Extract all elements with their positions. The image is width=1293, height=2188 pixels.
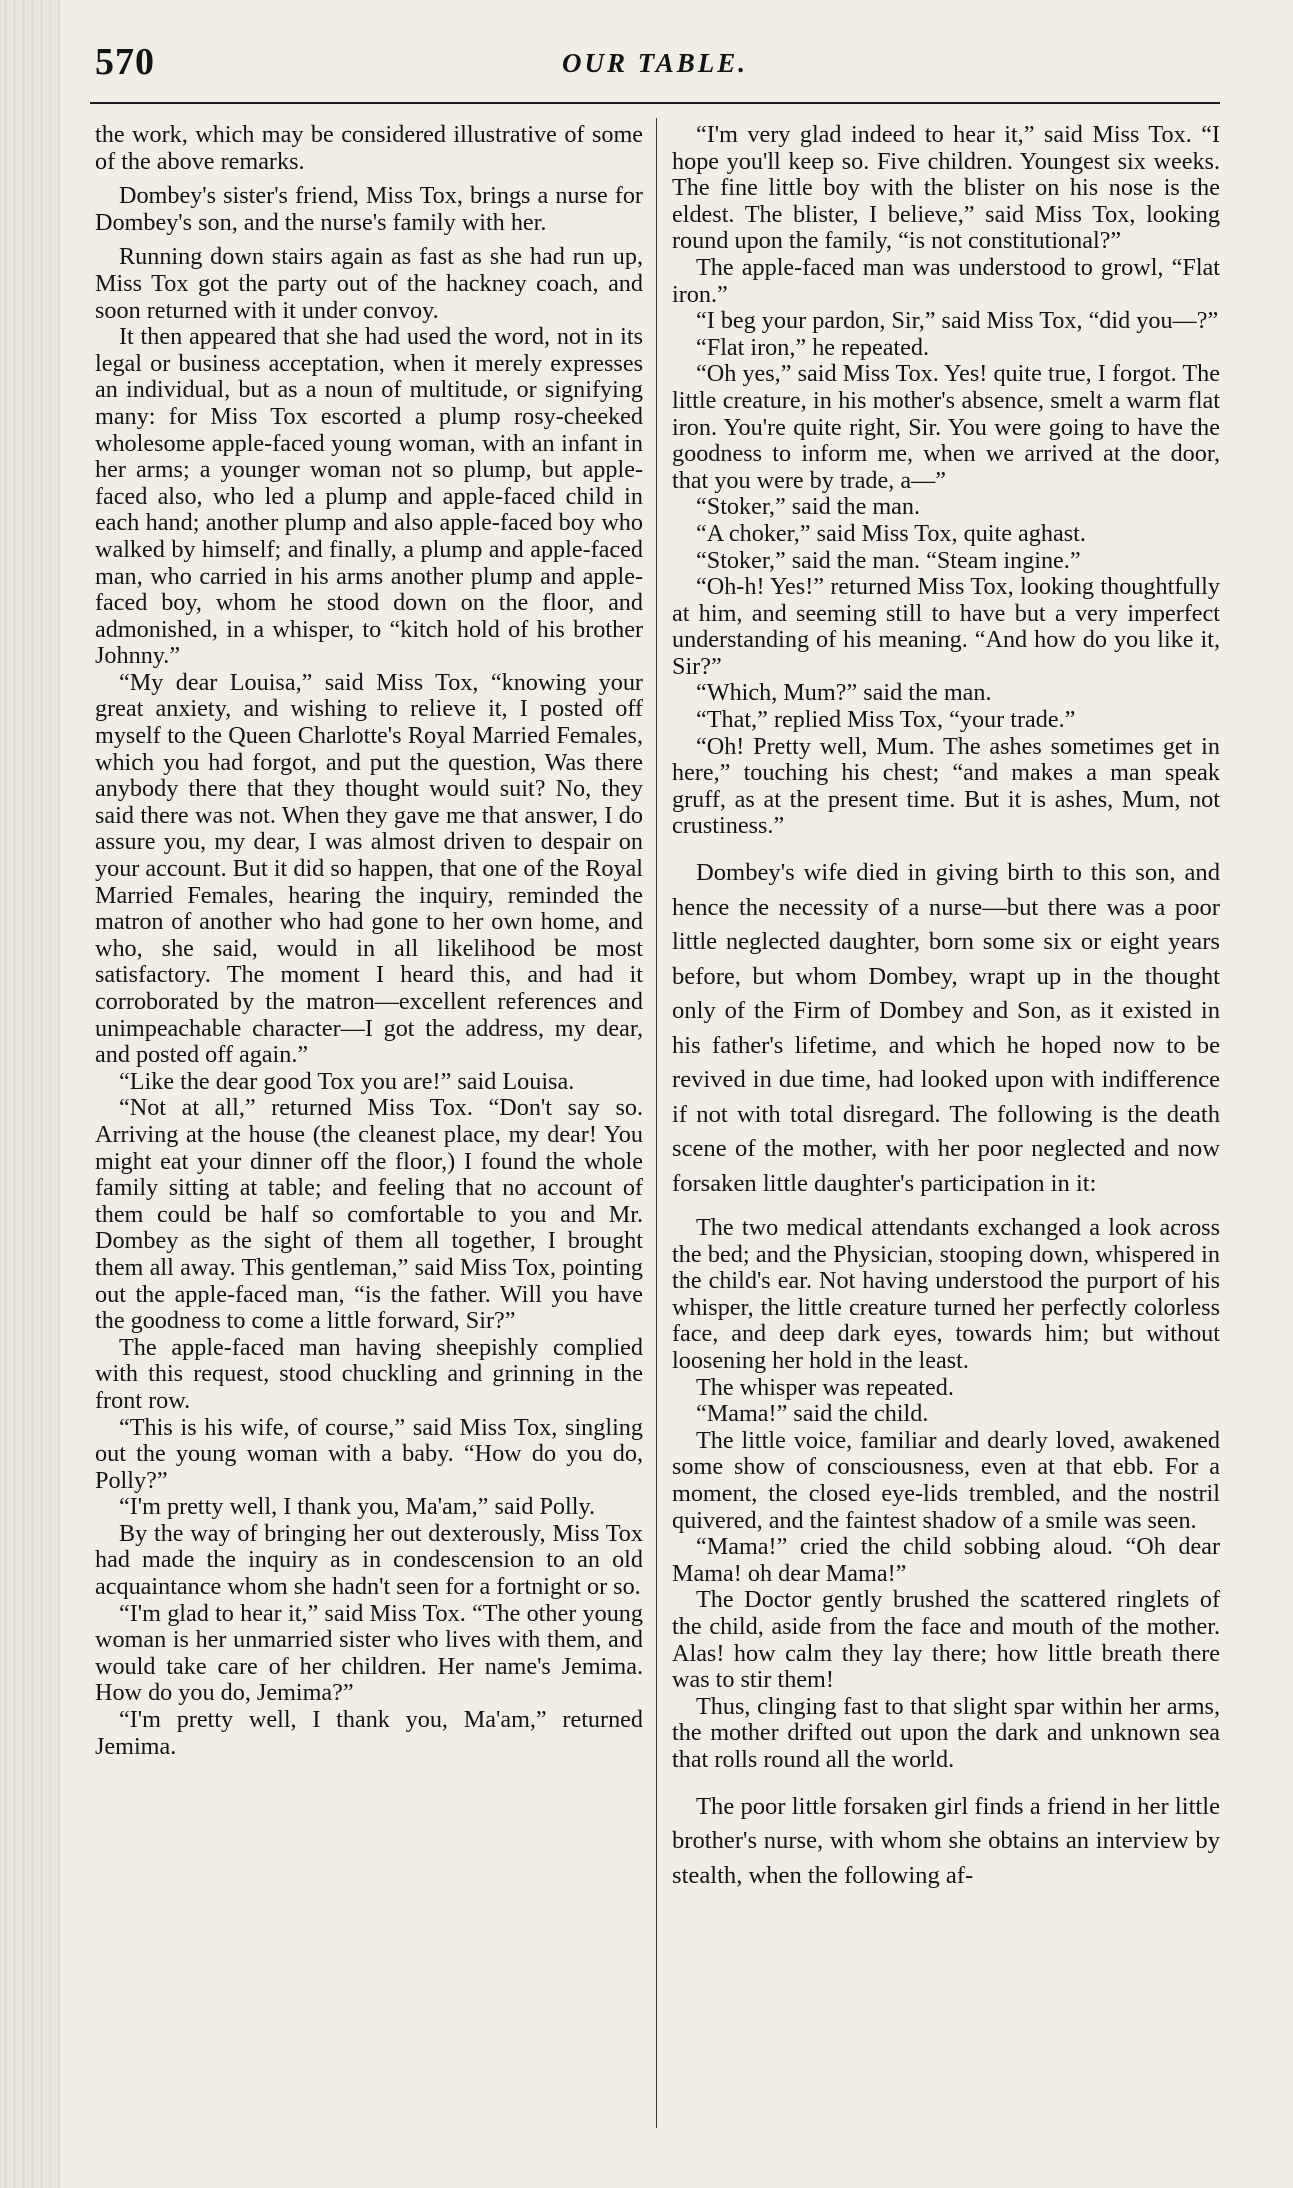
paragraph: “Stoker,” said the man. <box>696 493 921 521</box>
paragraph: “Mama!” cried the child sobbing aloud. “Oh dear Mama! oh dear Mama!” <box>672 1533 1220 1587</box>
left-column <box>95 122 643 1760</box>
editorial-paragraph: The poor little forsaken girl finds a friend in her little brother's nurse, with whom she obtains an interview by stealth, when the following af- <box>672 1792 1220 1889</box>
paragraph: Dombey's sister's friend, Miss Tox, brings a nurse for Dombey's son, and the nurse's family with her. <box>95 182 643 236</box>
paragraph: “Oh! Pretty well, Mum. The ashes sometimes get in here,” touching his chest; “and makes a man speak gruff, as at the present time. But it is ashes, Mum, not crustiness.” <box>672 732 1220 840</box>
editorial-paragraph: Dombey's wife died in giving birth to this son, and hence the necessity of a nurse—but there was a poor little neglected daughter, born some six or eight years before, but whom Dombey, wrapt up in the thought only of the Firm of Dombey and Son, as it existed in his father's lifetime, and which he hoped now to be revived in due time, had looked upon with indifference if not with total disregard. The following is the death scene of the mother, with her poor neglected and now forsaken little daughter's participation in it: <box>672 859 1220 1197</box>
paragraph: “That,” replied Miss Tox, “your trade.” <box>696 706 1076 734</box>
paragraph: “Not at all,” returned Miss Tox. “Don't say so. Arriving at the house (the cleanest place, my dear! You might eat your dinner off the floor,) I found the whole family sitting at table; and feeling that no account of them could be half so comfortable to you and Mr. Dombey as the sight of them all together, I brought them all away. This gentleman,” said Miss Tox, pointing out the apple-faced man, “is the father. Will you have the goodness to come a little forward, Sir?” <box>95 1094 643 1335</box>
paragraph: Thus, clinging fast to that slight spar within her arms, the mother drifted out upon the dark and unknown sea that rolls round all the world. <box>672 1692 1220 1773</box>
paragraph: “This is his wife, of course,” said Miss Tox, singling out the young woman with a baby. “How do you do, Polly?” <box>95 1413 643 1494</box>
paragraph: The little voice, familiar and dearly loved, awakened some show of consciousness, even at that ebb. For a moment, the closed eye-lids trembled, and the nostril quivered, and the faintest shadow of a smile was seen. <box>672 1426 1220 1534</box>
page-edge-shading <box>0 0 60 2188</box>
paragraph: “Oh-h! Yes!” returned Miss Tox, looking thoughtfully at him, and seeming still to have but a very imperfect understanding of his meaning. “And how do you like it, Sir?” <box>672 573 1220 680</box>
page-header <box>95 40 1215 100</box>
paragraph: the work, which may be considered illustrative of some of the above remarks. <box>95 121 643 175</box>
paragraph: “Like the dear good Tox you are!” said Louisa. <box>119 1067 575 1095</box>
paragraph: “Flat iron,” he repeated. <box>696 333 930 361</box>
paragraph: It then appeared that she had used the word, not in its legal or business acceptation, when it merely expresses an individual, but as a noun of multitude, or signifying many: for Miss Tox escorted a plump rosy-cheeked wholesome apple-faced young woman, with an infant in her arms; a younger woman not so plump, but apple-faced also, who led a plump and apple-faced child in each hand; another plump and also apple-faced boy who walked by himself; and finally, a plump and apple-faced man, who carried in his arms another plump and apple-faced boy, whom he stood down on the floor, and admonished, in a whisper, to “kitch hold of his brother Johnny.” <box>95 323 643 670</box>
paragraph: The Doctor gently brushed the scattered ringlets of the child, aside from the face and mouth of the mother. Alas! how calm they lay there; how little breath there was to stir them! <box>672 1586 1220 1694</box>
paragraph: By the way of bringing her out dexterously, Miss Tox had made the inquiry as in condescension to an old acquaintance whom she hadn't seen for a fortnight or so. <box>95 1519 643 1601</box>
page-number: 570 <box>95 41 155 83</box>
paragraph: “Stoker,” said the man. “Steam ingine.” <box>696 546 1081 574</box>
paragraph: “I'm glad to hear it,” said Miss Tox. “The other young woman is her unmarried sister who lives with them, and would take care of her children. Her name's Jemima. How do you do, Jemima?” <box>95 1599 643 1707</box>
paragraph: “I'm pretty well, I thank you, Ma'am,” returned Jemima. <box>95 1706 643 1760</box>
paragraph: “I'm very glad indeed to hear it,” said Miss Tox. “I hope you'll keep so. Five children. Youngest six weeks. The fine little boy with the blister on his nose is the eldest. The blister, I believe,” said Miss Tox, looking round upon the family, “is not constitutional?” <box>672 121 1220 255</box>
paragraph: Running down stairs again as fast as she had run up, Miss Tox got the party out of the hackney coach, and soon returned with it under convoy. <box>95 243 643 324</box>
paragraph: The apple-faced man was understood to growl, “Flat iron.” <box>672 253 1220 308</box>
paragraph: “I'm pretty well, I thank you, Ma'am,” said Polly. <box>119 1493 596 1521</box>
paragraph: “Oh yes,” said Miss Tox. Yes! quite true, I forgot. The little creature, in his mother's absence, smelt a warm flat iron. You're quite right, Sir. You were going to have the goodness to inform me, when we arrived at the door, that you were by trade, a—” <box>672 360 1220 494</box>
paragraph: “My dear Louisa,” said Miss Tox, “knowing your great anxiety, and wishing to relieve it, I posted off myself to the Queen Charlotte's Royal Married Females, which you had forgot, and put the question, Was there anybody there that they thought would suit? No, they said there was not. When they gave me that answer, I do assure you, my dear, I was almost driven to despair on your account. But it did so happen, that one of the Royal Married Females, hearing the inquiry, reminded the matron of another who had gone to her own home, and who, she said, would in all likelihood be most satisfactory. The moment I heard this, and had it corroborated by the matron—excellent references and unimpeachable character—I got the address, my dear, and posted off again.” <box>95 668 643 1069</box>
header-rule <box>90 102 1220 104</box>
paragraph: The apple-faced man having sheepishly complied with this request, stood chuckling and grinning in the front row. <box>95 1333 643 1414</box>
running-title: OUR TABLE. <box>561 48 749 78</box>
column-divider <box>656 118 657 2128</box>
paragraph: “A choker,” said Miss Tox, quite aghast. <box>696 519 1086 547</box>
paragraph: “I beg your pardon, Sir,” said Miss Tox, “did you—?” <box>696 307 1219 335</box>
paragraph: The two medical attendants exchanged a look across the bed; and the Physician, stooping down, whispered in the child's ear. Not having understood the purport of his whisper, the little creature turned her perfectly colorless face, and deep dark eyes, towards him; but without loosening her hold in the least. <box>672 1214 1220 1374</box>
paragraph: The whisper was repeated. <box>696 1373 954 1401</box>
right-column <box>672 122 1220 1893</box>
paragraph: “Mama!” said the child. <box>696 1400 929 1428</box>
paragraph: “Which, Mum?” said the man. <box>696 679 992 707</box>
